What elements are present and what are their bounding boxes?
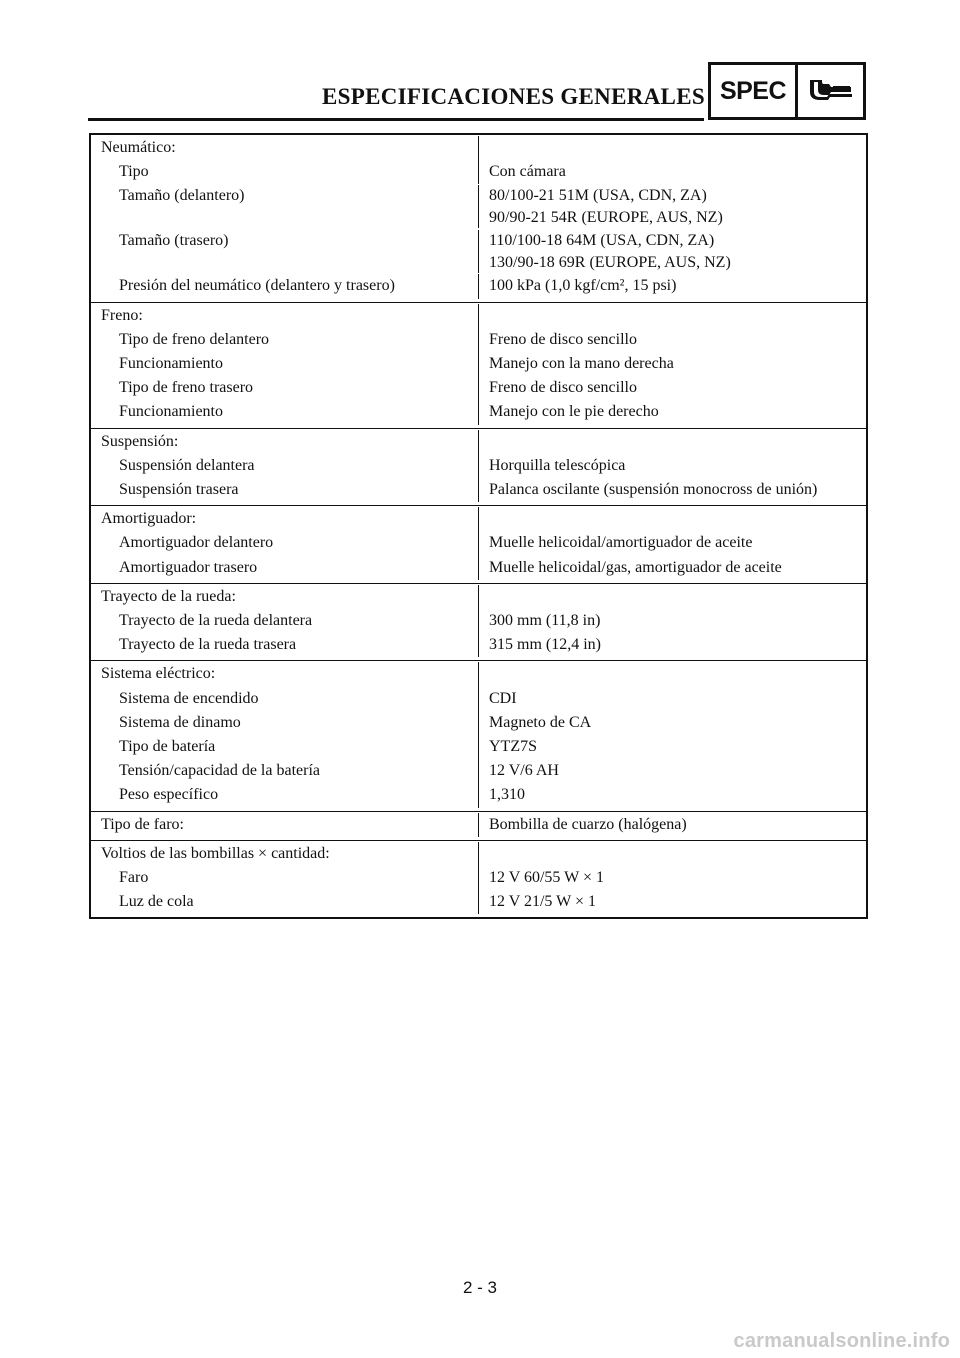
spec-value	[479, 274, 866, 298]
spec-label: Tamaño (delantero)	[91, 185, 479, 228]
spec-value-line: 315 mm (12,4 in)	[489, 636, 601, 654]
spec-value-line: Freno de disco sencillo	[489, 379, 637, 397]
section-title-value	[479, 507, 866, 531]
spec-value-line: YTZ7S	[489, 738, 537, 756]
section-title-value: Bombilla de cuarzo (halógena)	[489, 815, 687, 833]
spec-value-line: 12 V 60/55 W × 1	[489, 869, 604, 887]
spec-row	[91, 376, 866, 400]
spec-value-line: CDI	[489, 689, 517, 707]
spec-value-line: 1,310	[489, 786, 525, 804]
spec-section	[91, 302, 866, 428]
spec-row	[91, 711, 866, 735]
spec-value	[479, 890, 866, 914]
spec-value	[479, 352, 866, 376]
spec-value-line: Magneto de CA	[489, 713, 592, 731]
spec-row	[91, 556, 866, 580]
spec-value	[479, 160, 866, 184]
spec-badge-label: SPEC	[711, 65, 798, 117]
watermark: carmanualsonline.info	[733, 1330, 950, 1352]
spec-value	[479, 783, 866, 807]
section-header-row	[91, 585, 866, 609]
spec-label: Tipo de batería	[91, 735, 479, 759]
spec-value	[479, 454, 866, 478]
section-title-value	[479, 842, 866, 866]
spec-badge	[708, 62, 866, 120]
spec-section	[91, 428, 866, 506]
section-title-value	[479, 430, 866, 454]
section-title-value	[479, 662, 866, 686]
spec-value-line: Con cámara	[489, 163, 566, 181]
spec-value	[479, 400, 866, 424]
spec-value-line: 12 V/6 AH	[489, 762, 559, 780]
spec-section	[91, 583, 866, 661]
section-title: Neumático:	[91, 136, 479, 160]
spec-section	[91, 811, 866, 840]
spec-label: Tamaño (trasero)	[91, 230, 479, 273]
spec-label: Luz de cola	[91, 890, 479, 914]
spec-label: Tipo de freno delantero	[91, 328, 479, 352]
section-header-row	[91, 813, 866, 837]
spec-section	[91, 660, 866, 810]
section-title: Freno:	[91, 304, 479, 328]
spec-row	[91, 633, 866, 657]
spec-row	[91, 160, 866, 184]
spec-value-line: Freno de disco sencillo	[489, 330, 637, 348]
spec-value	[479, 328, 866, 352]
section-header-row	[91, 662, 866, 686]
spec-value	[479, 759, 866, 783]
spec-value-line: Muelle helicoidal/amortiguador de aceite	[489, 534, 753, 552]
page-title: ESPECIFICACIONES GENERALES	[322, 84, 705, 109]
section-header-row	[91, 507, 866, 531]
spec-label: Suspensión trasera	[91, 478, 479, 502]
section-title: Sistema eléctrico:	[91, 662, 479, 686]
spec-value	[479, 556, 866, 580]
spec-value	[479, 711, 866, 735]
spec-row	[91, 531, 866, 555]
spec-row	[91, 184, 866, 229]
spec-row	[91, 229, 866, 274]
spec-row	[91, 400, 866, 424]
spec-value	[479, 376, 866, 400]
spec-label: Faro	[91, 866, 479, 890]
header-rule	[88, 118, 704, 121]
spec-row	[91, 735, 866, 759]
spec-row	[91, 454, 866, 478]
spec-label: Presión del neumático (delantero y trasero)	[91, 274, 479, 298]
spec-value-line: 80/100-21 51M (USA, CDN, ZA)	[489, 187, 707, 205]
section-title: Tipo de faro:	[91, 813, 479, 837]
section-header-row	[91, 842, 866, 866]
spec-value	[479, 531, 866, 555]
spec-value-line: 130/90-18 69R (EUROPE, AUS, NZ)	[489, 253, 731, 271]
spec-section	[91, 840, 866, 918]
spec-value	[479, 609, 866, 633]
spec-value-line: 100 kPa (1,0 kgf/cm², 15 psi)	[489, 277, 677, 295]
spec-value-line: 12 V 21/5 W × 1	[489, 893, 596, 911]
spec-label: Funcionamiento	[91, 352, 479, 376]
section-header-row	[91, 304, 866, 328]
spec-value-line: 300 mm (11,8 in)	[489, 612, 601, 630]
spec-label: Sistema de encendido	[91, 687, 479, 711]
spec-row	[91, 274, 866, 298]
spec-value-line: 110/100-18 64M (USA, CDN, ZA)	[489, 232, 715, 250]
spec-value-line: Muelle helicoidal/gas, amortiguador de aceite	[489, 558, 782, 576]
spec-label: Sistema de dinamo	[91, 711, 479, 735]
spec-label: Tensión/capacidad de la batería	[91, 759, 479, 783]
spec-value-line: 90/90-21 54R (EUROPE, AUS, NZ)	[489, 208, 723, 226]
section-title-value	[479, 136, 866, 160]
spec-row	[91, 759, 866, 783]
spec-value	[479, 185, 866, 228]
spec-value-line: Manejo con la mano derecha	[489, 355, 674, 373]
spec-value-line: Palanca oscilante (suspensión monocross de unión)	[489, 481, 818, 499]
spec-value	[479, 478, 866, 502]
page-number: 2 - 3	[462, 1278, 498, 1297]
spec-value	[479, 230, 866, 273]
section-title: Amortiguador:	[91, 507, 479, 531]
spec-label: Tipo de freno trasero	[91, 376, 479, 400]
section-header-row	[91, 136, 866, 160]
spec-row	[91, 890, 866, 914]
spec-value-line: Manejo con le pie derecho	[489, 403, 659, 421]
spec-value	[479, 866, 866, 890]
section-title: Trayecto de la rueda:	[91, 585, 479, 609]
section-title-value	[479, 304, 866, 328]
spec-row	[91, 866, 866, 890]
spec-label: Suspensión delantera	[91, 454, 479, 478]
spec-label: Amortiguador delantero	[91, 531, 479, 555]
spec-label: Trayecto de la rueda delantera	[91, 609, 479, 633]
spec-table	[89, 133, 868, 919]
wrench-icon	[798, 65, 863, 117]
spec-value	[479, 735, 866, 759]
spec-label: Funcionamiento	[91, 400, 479, 424]
section-title: Suspensión:	[91, 430, 479, 454]
spec-label: Amortiguador trasero	[91, 556, 479, 580]
spec-row	[91, 783, 866, 807]
spec-value-line: Horquilla telescópica	[489, 456, 626, 474]
spec-section	[91, 505, 866, 583]
spec-label: Trayecto de la rueda trasera	[91, 633, 479, 657]
spec-row	[91, 609, 866, 633]
spec-value	[479, 687, 866, 711]
spec-row	[91, 328, 866, 352]
spec-row	[91, 687, 866, 711]
spec-section	[91, 135, 866, 302]
spec-label: Tipo	[91, 160, 479, 184]
spec-value	[479, 633, 866, 657]
spec-row	[91, 352, 866, 376]
spec-label: Peso específico	[91, 783, 479, 807]
spec-row	[91, 478, 866, 502]
section-header-row	[91, 430, 866, 454]
section-title-value	[479, 585, 866, 609]
section-title: Voltios de las bombillas × cantidad:	[91, 842, 479, 866]
